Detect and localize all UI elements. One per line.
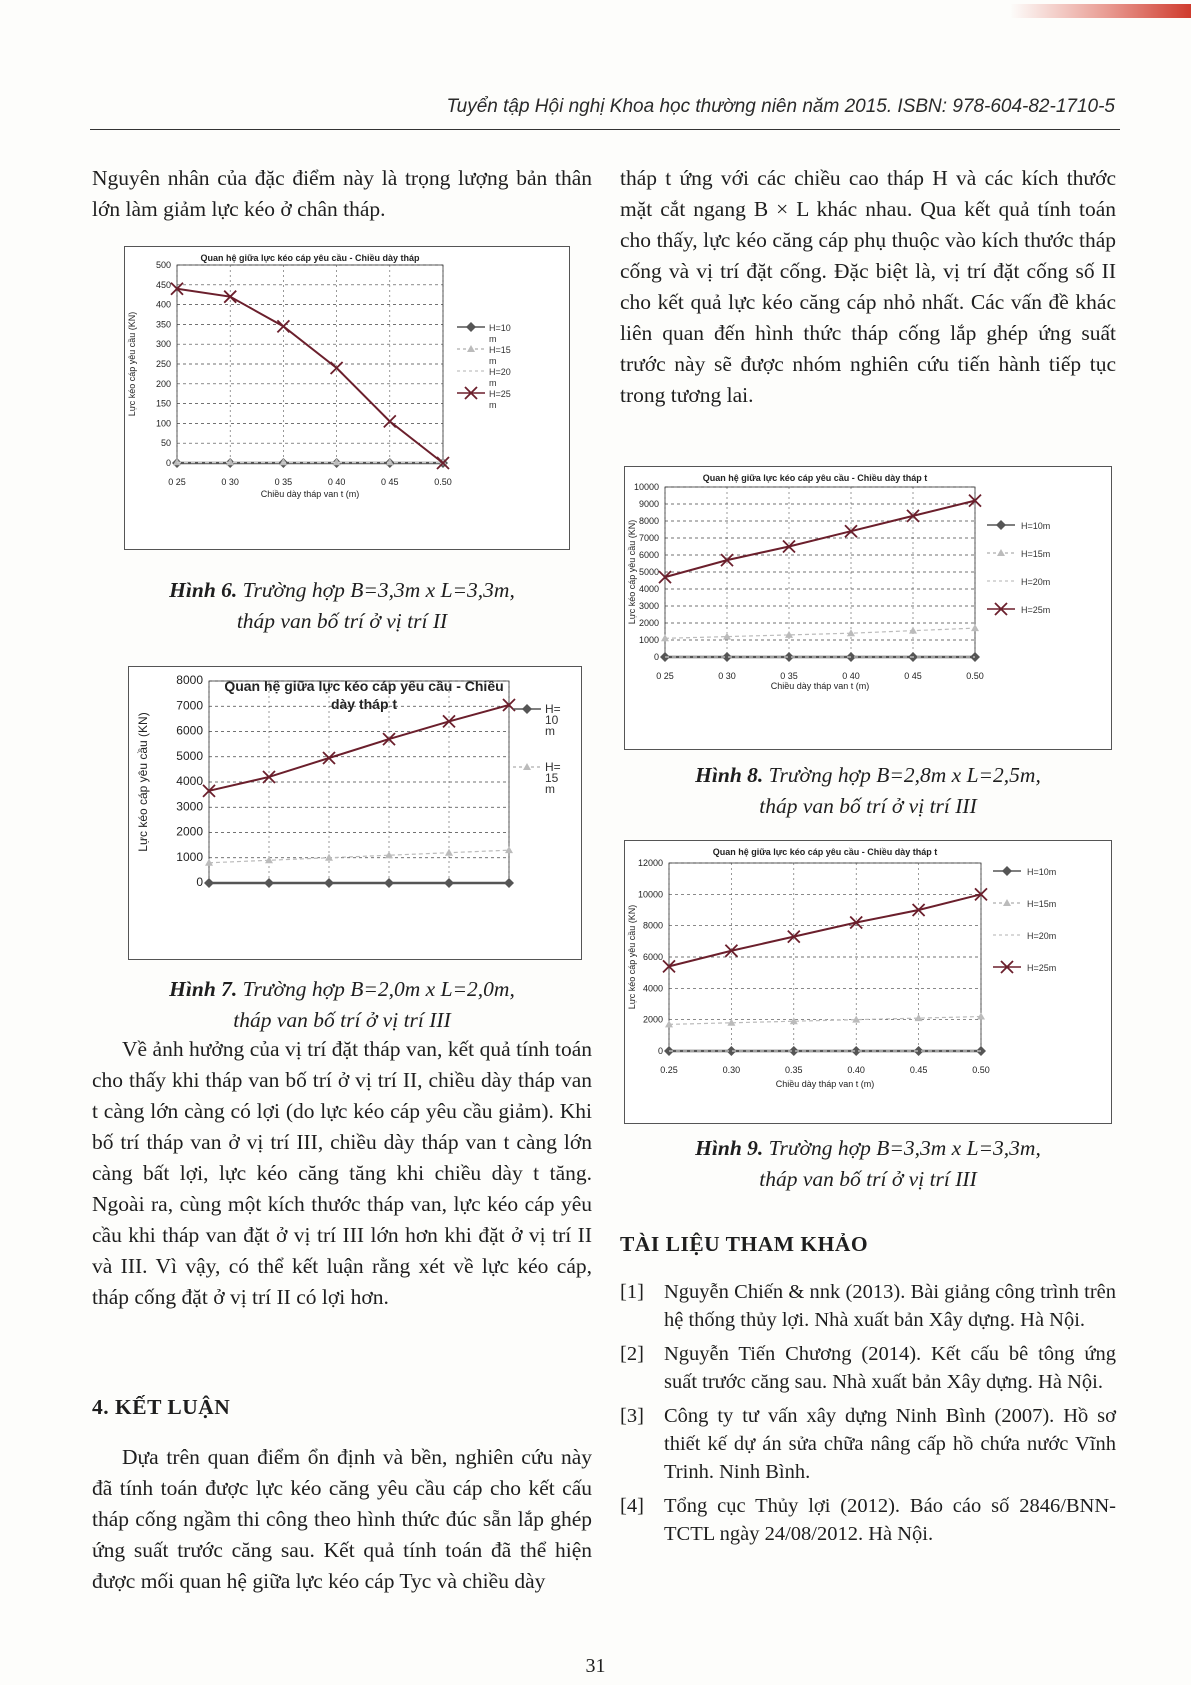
reference-text: Nguyễn Tiến Chương (2014). Kết cấu bê tông ứng suất trước căng sau. Nhà xuất bản Xây dựng. Hà Nội. (664, 1343, 1116, 1393)
header-rule (90, 129, 1120, 130)
y-tick-label: 3000 (176, 799, 203, 814)
chart-svg (625, 841, 1111, 1123)
y-tick-label: 200 (155, 378, 171, 389)
legend-label: H=15 (489, 345, 511, 355)
series-H=25-m (171, 283, 449, 469)
data-point-triangle (265, 856, 273, 863)
caption-line-1: Trường hợp B=3,3m x L=3,3m, (242, 578, 515, 602)
chart-title-line-2: dày tháp t (330, 696, 398, 712)
chart-legend (457, 322, 511, 410)
data-point-diamond (204, 878, 214, 888)
y-tick-label: 8000 (638, 516, 659, 526)
series-line (669, 894, 981, 966)
series-line (177, 289, 443, 463)
reference-number: [1] (620, 1281, 644, 1303)
figure-7-caption (92, 974, 592, 1036)
series-line (209, 705, 509, 791)
series-line (665, 501, 975, 577)
y-tick-label: 50 (160, 438, 171, 449)
figure-8-chart (624, 466, 1112, 750)
y-tick-label: 10000 (633, 482, 659, 492)
reference-item (620, 1492, 1116, 1548)
x-tick-label: 0 35 (274, 477, 293, 487)
data-point-diamond (444, 878, 454, 888)
paragraph-text: Về ảnh hưởng của vị trí đặt tháp van, kết quả tính toán cho thấy khi tháp van bố trí ở vị trí II, chiều dày tháp van t càng lớn càng có lợi (do lực kéo cáp yêu cầu giảm). Khi bố trí tháp van ở vị trí III, chiều dày tháp van t càng lớn càng bất lợi, lực kéo căng tăng khi chiều dày t tăng. Ngoài ra, cùng một kích thước tháp van, lực kéo cáp yêu cầu khi tháp van đặt ở vị trí III lớn hơn khi đặt ở vị trí II và III. Vì vậy, có thể kết luận rằng xét về lực kéo cáp, tháp cống đặt ở vị trí II có lợi hơn. (92, 1037, 592, 1309)
legend-label: m (489, 356, 497, 366)
page-number: 31 (585, 1655, 606, 1677)
chart-legend (513, 702, 561, 796)
y-tick-label: 250 (155, 359, 171, 369)
y-tick-label: 500 (155, 260, 171, 270)
data-point-diamond (522, 704, 532, 714)
data-point-diamond (324, 878, 334, 888)
x-tick-label: 0 30 (221, 477, 239, 487)
y-tick-label: 3000 (638, 601, 659, 611)
y-tick-label: 400 (155, 299, 171, 310)
figure-7-chart (128, 666, 582, 960)
x-tick-label: 0 40 (842, 671, 860, 681)
legend-label: H=25m (1021, 605, 1051, 615)
legend-label: H=20 (489, 367, 511, 377)
data-point-triangle (1003, 899, 1011, 906)
y-tick-label: 5000 (176, 748, 203, 763)
series-line (665, 628, 975, 638)
caption-line-2: tháp van bố trí ở vị trí II (236, 609, 448, 633)
legend-label: H=10m (1027, 867, 1057, 877)
legend-label: m (489, 334, 497, 344)
reference-text: Công ty tư vấn xây dựng Ninh Bình (2007). Hồ sơ thiết kế dự án sửa chữa nâng cấp hồ chứa nước Vĩnh Trinh. Ninh Bình. (664, 1405, 1116, 1483)
legend-label: H=20m (1027, 931, 1057, 941)
data-point-diamond (1002, 866, 1012, 876)
y-tick-label: 2000 (642, 1014, 663, 1025)
paragraph-text: tháp t ứng với các chiều cao tháp H và các kích thước mặt cắt ngang B × L khác nhau. Qua kết quả tính toán cho thấy, lực kéo căng cáp phụ thuộc vào kích thước tháp cống và vị trí đặt cống. Đặc biệt là, vị trí đặt cống số II cho kết quả lực kéo căng cáp nhỏ nhất. Các vấn đề khác liên quan đến hình thức tháp cống lắp ghép ứng suất trước này sẽ được nhóm nghiên cứu tiến hành tiếp tục trong tương lai. (620, 166, 1116, 407)
figure-9-caption (620, 1133, 1116, 1195)
x-tick-label: 0 30 (718, 671, 736, 681)
data-point-triangle (445, 849, 453, 856)
y-tick-label: 0 (196, 875, 203, 889)
y-tick-label: 4000 (176, 774, 203, 788)
figure-9-chart (624, 840, 1112, 1124)
caption-line-1: Trường hợp B=3,3m x L=3,3m, (768, 1136, 1041, 1160)
y-tick-label: 12000 (637, 858, 663, 868)
legend-label: H=15m (1021, 549, 1051, 559)
data-point-triangle (997, 549, 1005, 556)
y-tick-label: 300 (155, 339, 171, 350)
chart-legend (987, 520, 1050, 615)
reference-number: [3] (620, 1405, 644, 1427)
series-H=15m (661, 624, 979, 641)
reference-text: Nguyễn Chiến & nnk (2013). Bài giảng công trình trên hệ thống thủy lợi. Nhà xuất bản Xây dựng. Hà Nội. (664, 1281, 1116, 1331)
figure-6-caption (92, 575, 592, 637)
series-H=25m (663, 888, 987, 972)
chart-svg (625, 467, 1111, 749)
chart-title: Quan hệ giữa lực kéo cáp yêu cầu - Chiều dày tháp t (702, 473, 928, 483)
data-point-x (383, 733, 395, 745)
x-tick-label: 0 25 (656, 671, 674, 681)
legend-label: m (489, 378, 497, 388)
y-tick-label: 6000 (638, 550, 659, 560)
data-point-diamond (264, 878, 274, 888)
references-list (620, 1278, 1116, 1554)
y-tick-label: 8000 (176, 673, 203, 687)
legend-label: H=25m (1027, 963, 1057, 973)
data-point-diamond (996, 520, 1006, 530)
reference-number: [4] (620, 1495, 644, 1517)
data-point-triangle (971, 624, 979, 631)
data-point-x (331, 362, 343, 374)
data-point-triangle (467, 345, 475, 352)
y-tick-label: 0 (657, 1046, 663, 1056)
series-H=-15-m (205, 846, 513, 866)
series-H=25m (659, 495, 981, 583)
legend-label: H= (545, 760, 561, 774)
caption-label: Hình 7. (169, 977, 238, 1001)
series-H=-10-m (204, 878, 514, 888)
y-tick-label: 6000 (176, 723, 203, 738)
reference-item (620, 1402, 1116, 1486)
y-axis-label: Lực kéo cáp yêu cầu (KN) (627, 519, 637, 625)
chart-svg (129, 667, 581, 959)
paragraph-position (92, 1034, 592, 1313)
x-tick-label: 0.25 (660, 1065, 678, 1075)
paragraph-continue (620, 163, 1116, 411)
y-tick-label: 0 (165, 458, 171, 468)
legend-label: m (489, 400, 497, 410)
caption-label: Hình 6. (169, 578, 238, 602)
data-point-diamond (504, 878, 514, 888)
paragraph-text: Nguyên nhân của đặc điểm này là trọng lượng bản thân lớn làm giảm lực kéo ở chân tháp. (92, 166, 592, 221)
caption-line-1: Trường hợp B=2,0m x L=2,0m, (242, 977, 515, 1001)
y-tick-label: 9000 (638, 499, 659, 509)
chart-title: Quan hệ giữa lực kéo cáp yêu cầu - Chiều dày tháp t (712, 847, 938, 857)
caption-line-1: Trường hợp B=2,8m x L=2,5m, (768, 763, 1041, 787)
legend-label: H=10m (1021, 521, 1051, 531)
y-tick-label: 100 (155, 418, 171, 429)
y-axis-label: Lực kéo cáp yêu cầu (KN) (627, 904, 637, 1010)
series-line (669, 1017, 981, 1025)
caption-line-2: tháp van bố trí ở vị trí III (233, 1008, 451, 1032)
y-tick-label: 150 (155, 398, 171, 409)
reference-item (620, 1278, 1116, 1334)
chart-title: Quan hệ giữa lực kéo cáp yêu cầu - Chiều (224, 678, 504, 694)
paragraph-conclusion (92, 1442, 592, 1597)
legend-label: 15 (545, 771, 559, 785)
legend-label: H=10 (489, 323, 511, 333)
paragraph-text: Dựa trên quan điểm ổn định và bền, nghiên cứu này đã tính toán được lực kéo căng yêu cầu cáp cho kết cấu tháp cống ngầm thi công theo hình thức đúc sẵn lắp ghép ứng suất trước căng sau. Kết quả tính toán đã thể hiện được mối quan hệ giữa lực kéo cáp Tyc và chiều dày (92, 1445, 592, 1593)
y-tick-label: 4000 (638, 584, 659, 594)
reference-text: Tổng cục Thủy lợi (2012). Báo cáo số 2846/BNN-TCTL ngày 24/08/2012. Hà Nội. (664, 1495, 1116, 1545)
y-tick-label: 1000 (638, 635, 659, 645)
y-tick-label: 2000 (638, 618, 659, 628)
x-tick-label: 0 45 (381, 477, 399, 487)
x-tick-label: 0.50 (972, 1065, 990, 1075)
y-axis-label: Lực kéo cáp yêu cầu (KN) (136, 712, 150, 852)
reference-number: [2] (620, 1343, 644, 1365)
x-tick-label: 0 35 (780, 671, 798, 681)
chart-legend (993, 866, 1056, 973)
y-tick-label: 1000 (176, 849, 203, 864)
section-heading: 4. KẾT LUẬN (92, 1395, 231, 1419)
data-point-triangle (523, 763, 531, 770)
legend-label: 10 (545, 713, 559, 727)
data-point-diamond (466, 322, 476, 332)
data-point-diamond (384, 878, 394, 888)
x-tick-label: 0.50 (434, 477, 452, 487)
data-point-x (907, 510, 919, 522)
x-axis-label: Chiều dày tháp van t (m) (260, 489, 360, 499)
legend-label: H= (545, 702, 561, 716)
legend-label: H=15m (1027, 899, 1057, 909)
y-tick-label: 4000 (642, 983, 663, 994)
figure-6-chart (124, 246, 570, 550)
legend-label: m (545, 782, 555, 796)
figure-8-caption (620, 760, 1116, 822)
x-axis-label: Chiều dày tháp van t (m) (770, 681, 870, 691)
series-line (209, 850, 509, 863)
reference-item (620, 1340, 1116, 1396)
x-tick-label: 0.50 (966, 671, 984, 681)
y-tick-label: 450 (155, 279, 171, 290)
legend-label: H=25 (489, 389, 511, 399)
x-tick-label: 0 45 (904, 671, 922, 681)
y-tick-label: 7000 (176, 698, 203, 713)
chart-svg (125, 247, 569, 549)
y-tick-label: 0 (653, 652, 659, 662)
references-heading: TÀI LIỆU THAM KHẢO (620, 1232, 869, 1256)
y-tick-label: 10000 (637, 889, 663, 900)
x-tick-label: 0.30 (722, 1065, 741, 1075)
y-tick-label: 2000 (176, 824, 203, 839)
y-tick-label: 8000 (642, 920, 663, 931)
y-tick-label: 6000 (642, 952, 663, 962)
x-tick-label: 0.35 (785, 1065, 803, 1075)
legend-label: m (545, 724, 555, 738)
print-color-mark (1010, 4, 1191, 18)
running-header: Tuyển tập Hội nghị Khoa học thường niên năm 2015. ISBN: 978-604-82-1710-5 (446, 96, 1115, 117)
y-tick-label: 5000 (638, 567, 659, 577)
x-axis-label: Chiều dày tháp van t (m) (775, 1079, 875, 1089)
x-tick-label: 0 40 (327, 477, 346, 487)
paragraph-intro (92, 163, 592, 225)
x-tick-label: 0 25 (168, 477, 186, 487)
legend-label: H=20m (1021, 577, 1051, 587)
caption-line-2: tháp van bố trí ở vị trí III (759, 1167, 977, 1191)
y-tick-label: 7000 (638, 533, 659, 543)
chart-title: Quan hệ giữa lực kéo cáp yêu cầu - Chiều dày tháp (200, 253, 420, 263)
x-tick-label: 0.45 (909, 1065, 928, 1075)
caption-label: Hình 9. (695, 1136, 764, 1160)
data-point-triangle (505, 846, 513, 853)
caption-line-2: tháp van bố trí ở vị trí III (759, 794, 977, 818)
y-tick-label: 350 (155, 319, 171, 330)
y-axis-label: Lực kéo cáp yêu cầu (KN) (127, 311, 137, 417)
x-tick-label: 0.40 (847, 1065, 865, 1075)
caption-label: Hình 8. (695, 763, 764, 787)
data-point-triangle (909, 627, 917, 634)
